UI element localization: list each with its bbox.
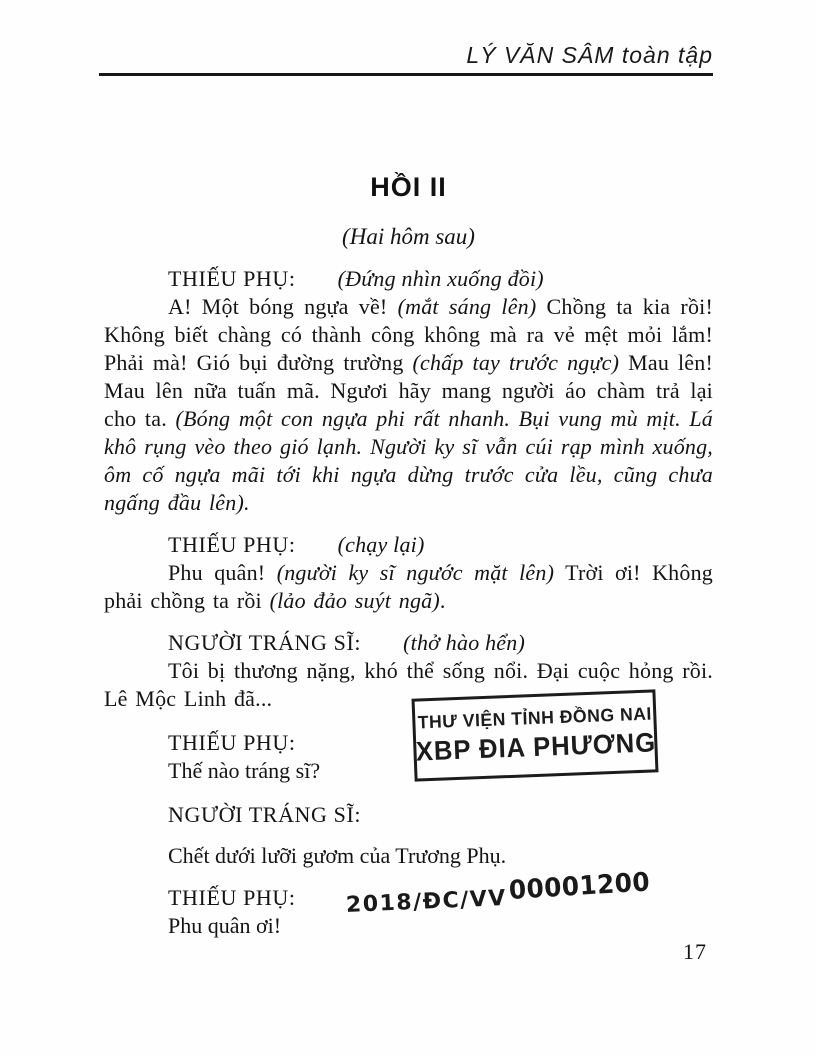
stage-direction-inline: (chấp tay trước ngực) (412, 350, 620, 375)
speaker-name: NGƯỜI TRÁNG SĨ: (168, 630, 362, 655)
stage-direction-inline: (Bóng một con ngựa phi rất nhanh. Bụi vung mù mịt. Lá khô rụng vèo theo gió lạnh. Người ky sĩ vẫn cúi rạp mình xuống, ôm cố ngựa mãi tới khi ngựa dừng trước cửa lều, cũng chưa ngấng đầu lên). (104, 406, 713, 515)
speaker-line (104, 629, 713, 657)
dialogue-block (104, 801, 713, 870)
dialogue-paragraph (104, 559, 713, 615)
running-header: LÝ VĂN SÂM toàn tập (466, 42, 713, 68)
speech-segment: Mau lên! Mau lên nữa tuấn mã. Ngươi hãy mang người áo chàm trả lại cho ta. (104, 350, 713, 431)
speaker-line (104, 265, 713, 293)
speaker-name: THIẾU PHỤ: (168, 885, 296, 910)
speech-line: Thế nào tráng sĩ? (168, 758, 321, 783)
page-number: 17 (683, 939, 707, 964)
library-stamp-line1: THƯ VIỆN TỈNH ĐỒNG NAI (416, 703, 652, 733)
act-subtitle: (Hai hôm sau) (342, 224, 475, 249)
speech-segment: A! Một bóng ngựa về! (168, 294, 398, 319)
library-stamp-line2: XBP ĐIA PHƯƠNG (414, 727, 657, 767)
dialogue-block (104, 265, 713, 517)
speech-segment: . (439, 588, 446, 613)
speech-segment: Trời ơi! Không phải chồng ta rồi (104, 560, 713, 613)
stage-direction-inline: (mắt sáng lên) (397, 294, 537, 319)
speaker-line (104, 531, 713, 559)
stage-direction: (chạy lại) (337, 532, 425, 557)
dialogue-block (104, 531, 713, 615)
stage-direction-inline: (người ky sĩ ngước mặt lên) (276, 560, 555, 585)
stage-direction-inline: (lảo đảo suýt ngã) (269, 588, 440, 613)
text-column (104, 0, 713, 940)
speaker-name: THIẾU PHỤ: (168, 730, 296, 755)
stage-direction: (thở hào hển) (403, 630, 525, 655)
speech-segment: Tôi bị thương nặng, khó thể sống nổi. Đại cuộc hỏng rồi. Lê Mộc Linh đã... (104, 658, 713, 711)
accession-number-stamp: 00001200 (508, 867, 651, 906)
speech-line: Chết dưới lưỡi gươm của Trương Phụ. (168, 843, 507, 868)
speaker-name: THIẾU PHỤ: (168, 532, 296, 557)
speech-line: Phu quân ơi! (168, 913, 282, 938)
speaker-line (104, 801, 713, 829)
dialogue-paragraph (104, 293, 713, 517)
speaker-name: NGƯỜI TRÁNG SĨ: (168, 802, 362, 827)
accession-code-stamp: 2018/ĐC/VV (345, 885, 508, 918)
speech-segment: Phu quân! (168, 560, 277, 585)
speech-segment: Chồng ta kia rồi! Không biết chàng có thành công không mà ra vẻ mệt mỏi lắm! Phải mà! Gió bụi đường trường (104, 294, 713, 375)
stage-direction: (Đứng nhìn xuống đồi) (337, 266, 544, 291)
act-title: HỒI II (370, 172, 447, 202)
speaker-name: THIẾU PHỤ: (168, 266, 296, 291)
library-stamp (411, 689, 658, 781)
